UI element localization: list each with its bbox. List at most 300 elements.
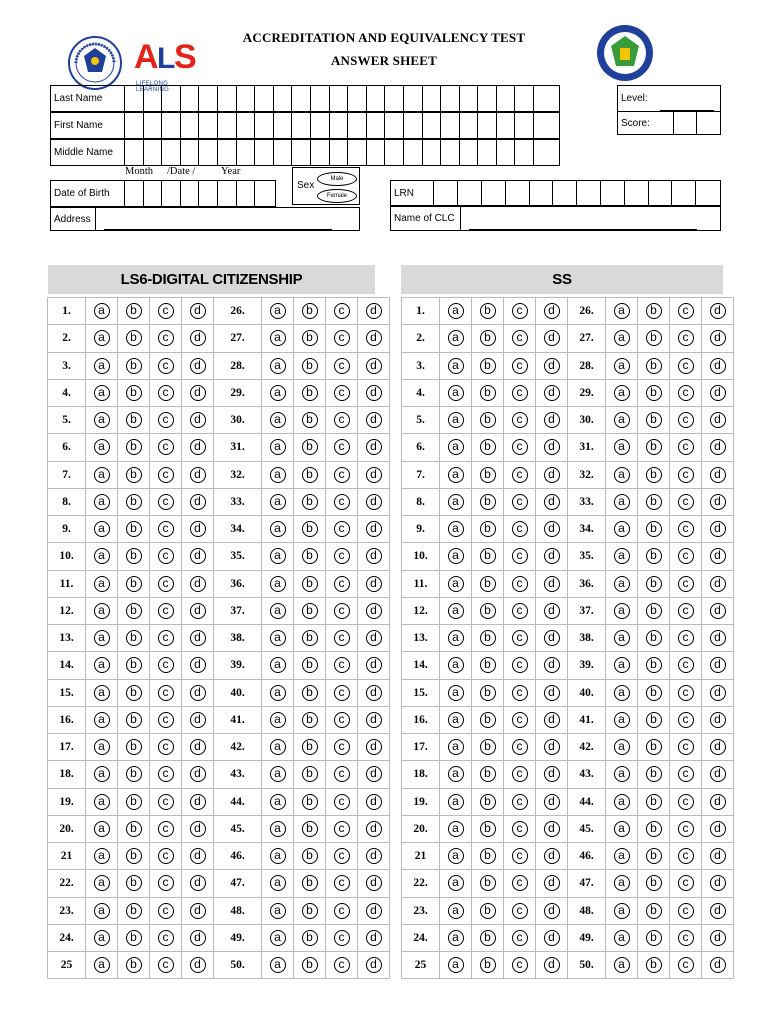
answer-bubble-c[interactable]: c [158,957,174,973]
last-name-field[interactable] [50,85,560,112]
answer-bubble-d[interactable]: d [710,330,726,346]
answer-bubble-a[interactable]: a [94,576,110,592]
char-box[interactable] [181,140,200,165]
answer-bubble-d[interactable]: d [544,794,560,810]
answer-bubble-c[interactable]: c [512,712,528,728]
answer-bubble-c[interactable]: c [334,412,350,428]
char-box[interactable] [255,86,274,111]
char-box[interactable] [330,140,349,165]
answer-bubble-a[interactable]: a [448,848,464,864]
answer-bubble-b[interactable]: b [126,794,142,810]
answer-bubble-b[interactable]: b [302,766,318,782]
answer-bubble-a[interactable]: a [270,685,286,701]
answer-bubble-a[interactable]: a [94,439,110,455]
date-of-birth-boxes[interactable] [125,181,274,206]
answer-bubble-b[interactable]: b [480,657,496,673]
answer-bubble-b[interactable]: b [126,412,142,428]
answer-bubble-a[interactable]: a [270,630,286,646]
answer-bubble-d[interactable]: d [190,303,206,319]
char-box[interactable] [330,86,349,111]
char-box[interactable] [434,181,458,205]
answer-bubble-c[interactable]: c [334,712,350,728]
answer-bubble-d[interactable]: d [366,712,382,728]
answer-bubble-c[interactable]: c [334,439,350,455]
answer-bubble-b[interactable]: b [646,657,662,673]
answer-bubble-a[interactable]: a [270,794,286,810]
answer-bubble-d[interactable]: d [366,766,382,782]
answer-bubble-c[interactable]: c [678,957,694,973]
lrn-boxes[interactable] [434,181,720,205]
answer-bubble-b[interactable]: b [302,385,318,401]
lrn-field[interactable] [390,180,721,206]
char-box[interactable] [625,181,649,205]
answer-bubble-b[interactable]: b [302,548,318,564]
answer-bubble-d[interactable]: d [710,739,726,755]
answer-bubble-c[interactable]: c [158,494,174,510]
answer-bubble-d[interactable]: d [710,521,726,537]
char-box[interactable] [274,86,293,111]
char-box[interactable] [530,181,554,205]
answer-bubble-d[interactable]: d [190,630,206,646]
answer-bubble-a[interactable]: a [270,739,286,755]
answer-bubble-d[interactable]: d [544,685,560,701]
answer-bubble-c[interactable]: c [158,875,174,891]
answer-bubble-b[interactable]: b [126,657,142,673]
answer-bubble-c[interactable]: c [512,766,528,782]
answer-bubble-a[interactable]: a [448,930,464,946]
answer-bubble-b[interactable]: b [302,712,318,728]
answer-bubble-a[interactable]: a [94,303,110,319]
answer-bubble-d[interactable]: d [710,903,726,919]
answer-bubble-d[interactable]: d [366,439,382,455]
answer-bubble-a[interactable]: a [614,712,630,728]
answer-bubble-c[interactable]: c [512,467,528,483]
answer-bubble-d[interactable]: d [710,358,726,374]
answer-bubble-b[interactable]: b [302,603,318,619]
answer-bubble-d[interactable]: d [190,412,206,428]
answer-bubble-a[interactable]: a [270,521,286,537]
answer-bubble-b[interactable]: b [302,439,318,455]
answer-bubble-b[interactable]: b [126,358,142,374]
answer-bubble-a[interactable]: a [270,957,286,973]
answer-bubble-b[interactable]: b [480,794,496,810]
answer-bubble-b[interactable]: b [126,821,142,837]
answer-bubble-c[interactable]: c [512,903,528,919]
answer-bubble-b[interactable]: b [480,412,496,428]
answer-bubble-d[interactable]: d [544,521,560,537]
answer-bubble-b[interactable]: b [646,739,662,755]
char-box[interactable] [460,140,479,165]
char-box[interactable] [218,113,237,138]
answer-bubble-a[interactable]: a [448,521,464,537]
answer-bubble-c[interactable]: c [158,385,174,401]
char-box[interactable] [404,113,423,138]
last-name-boxes[interactable] [125,86,553,111]
answer-bubble-b[interactable]: b [126,494,142,510]
answer-bubble-a[interactable]: a [448,412,464,428]
answer-bubble-b[interactable]: b [480,957,496,973]
answer-bubble-d[interactable]: d [544,330,560,346]
answer-bubble-a[interactable]: a [94,712,110,728]
answer-bubble-a[interactable]: a [448,603,464,619]
answer-bubble-a[interactable]: a [94,385,110,401]
answer-bubble-b[interactable]: b [480,385,496,401]
answer-bubble-b[interactable]: b [646,358,662,374]
answer-bubble-a[interactable]: a [448,875,464,891]
answer-bubble-c[interactable]: c [678,903,694,919]
answer-bubble-b[interactable]: b [302,875,318,891]
answer-bubble-a[interactable]: a [270,303,286,319]
answer-bubble-a[interactable]: a [94,467,110,483]
char-box[interactable] [144,181,163,206]
answer-bubble-c[interactable]: c [512,794,528,810]
answer-bubble-c[interactable]: c [158,630,174,646]
answer-bubble-d[interactable]: d [366,930,382,946]
answer-bubble-a[interactable]: a [448,439,464,455]
char-box[interactable] [506,181,530,205]
answer-bubble-c[interactable]: c [512,603,528,619]
answer-bubble-d[interactable]: d [710,685,726,701]
answer-bubble-c[interactable]: c [678,794,694,810]
char-box[interactable] [385,86,404,111]
answer-bubble-b[interactable]: b [126,766,142,782]
answer-bubble-d[interactable]: d [544,739,560,755]
answer-bubble-b[interactable]: b [126,957,142,973]
answer-bubble-b[interactable]: b [646,439,662,455]
answer-bubble-c[interactable]: c [678,439,694,455]
answer-bubble-c[interactable]: c [158,821,174,837]
answer-bubble-a[interactable]: a [448,712,464,728]
answer-bubble-c[interactable]: c [158,521,174,537]
char-box[interactable] [237,86,256,111]
answer-bubble-d[interactable]: d [710,875,726,891]
char-box[interactable] [274,113,293,138]
answer-bubble-c[interactable]: c [678,303,694,319]
char-box[interactable] [218,181,237,206]
answer-bubble-c[interactable]: c [678,630,694,646]
answer-bubble-b[interactable]: b [302,930,318,946]
answer-bubble-b[interactable]: b [646,630,662,646]
answer-bubble-a[interactable]: a [448,739,464,755]
char-box[interactable] [348,113,367,138]
answer-bubble-a[interactable]: a [270,930,286,946]
char-box[interactable] [478,113,497,138]
answer-bubble-b[interactable]: b [480,821,496,837]
answer-bubble-c[interactable]: c [512,548,528,564]
answer-bubble-d[interactable]: d [366,875,382,891]
answer-bubble-a[interactable]: a [448,657,464,673]
level-line[interactable] [660,104,714,111]
answer-bubble-c[interactable]: c [334,303,350,319]
answer-bubble-c[interactable]: c [512,439,528,455]
char-box[interactable] [649,181,673,205]
answer-bubble-b[interactable]: b [126,330,142,346]
answer-bubble-c[interactable]: c [678,766,694,782]
answer-bubble-a[interactable]: a [448,467,464,483]
answer-bubble-d[interactable]: d [190,685,206,701]
answer-bubble-d[interactable]: d [366,657,382,673]
answer-bubble-d[interactable]: d [710,494,726,510]
answer-bubble-a[interactable]: a [614,494,630,510]
clc-line[interactable] [469,224,697,230]
male-option[interactable]: Male [317,172,357,186]
answer-bubble-a[interactable]: a [448,358,464,374]
char-box[interactable] [199,140,218,165]
char-box[interactable] [441,86,460,111]
answer-bubble-d[interactable]: d [190,712,206,728]
char-box[interactable] [292,86,311,111]
answer-bubble-b[interactable]: b [302,848,318,864]
answer-bubble-d[interactable]: d [366,548,382,564]
char-box[interactable] [515,113,534,138]
char-box[interactable] [181,113,200,138]
answer-bubble-b[interactable]: b [126,712,142,728]
answer-bubble-c[interactable]: c [334,657,350,673]
answer-bubble-a[interactable]: a [448,794,464,810]
answer-bubble-d[interactable]: d [544,494,560,510]
answer-bubble-a[interactable]: a [448,766,464,782]
score-boxes[interactable] [674,112,720,134]
answer-bubble-c[interactable]: c [678,412,694,428]
answer-bubble-d[interactable]: d [366,494,382,510]
answer-bubble-d[interactable]: d [544,957,560,973]
answer-bubble-b[interactable]: b [302,330,318,346]
char-box[interactable] [460,113,479,138]
middle-name-boxes[interactable] [125,140,553,165]
char-box[interactable] [458,181,482,205]
answer-bubble-d[interactable]: d [190,821,206,837]
char-box[interactable] [515,86,534,111]
answer-bubble-a[interactable]: a [270,439,286,455]
char-box[interactable] [534,140,553,165]
char-box[interactable] [125,140,144,165]
answer-bubble-b[interactable]: b [480,603,496,619]
answer-bubble-c[interactable]: c [334,494,350,510]
answer-bubble-a[interactable]: a [448,385,464,401]
answer-bubble-b[interactable]: b [126,385,142,401]
char-box[interactable] [125,86,144,111]
answer-bubble-d[interactable]: d [710,603,726,619]
answer-bubble-d[interactable]: d [710,957,726,973]
answer-bubble-a[interactable]: a [94,494,110,510]
char-box[interactable] [367,140,386,165]
answer-bubble-d[interactable]: d [544,385,560,401]
char-box[interactable] [162,140,181,165]
answer-bubble-c[interactable]: c [158,439,174,455]
char-box[interactable] [515,140,534,165]
answer-bubble-a[interactable]: a [270,467,286,483]
char-box[interactable] [441,113,460,138]
answer-bubble-d[interactable]: d [544,903,560,919]
answer-bubble-c[interactable]: c [334,358,350,374]
answer-bubble-c[interactable]: c [158,712,174,728]
char-box[interactable] [311,86,330,111]
answer-bubble-b[interactable]: b [646,494,662,510]
answer-bubble-a[interactable]: a [448,957,464,973]
answer-bubble-b[interactable]: b [646,303,662,319]
answer-bubble-b[interactable]: b [480,739,496,755]
answer-bubble-b[interactable]: b [126,848,142,864]
answer-bubble-a[interactable]: a [614,439,630,455]
answer-bubble-c[interactable]: c [334,957,350,973]
answer-bubble-c[interactable]: c [678,848,694,864]
answer-bubble-c[interactable]: c [512,821,528,837]
answer-bubble-d[interactable]: d [544,603,560,619]
answer-bubble-d[interactable]: d [710,794,726,810]
answer-bubble-d[interactable]: d [366,521,382,537]
answer-bubble-c[interactable]: c [512,494,528,510]
female-option[interactable]: Female [317,189,357,203]
char-box[interactable] [274,140,293,165]
answer-bubble-a[interactable]: a [448,548,464,564]
answer-bubble-b[interactable]: b [480,712,496,728]
answer-bubble-c[interactable]: c [678,875,694,891]
answer-bubble-c[interactable]: c [512,576,528,592]
answer-bubble-d[interactable]: d [190,603,206,619]
answer-bubble-b[interactable]: b [126,303,142,319]
answer-bubble-b[interactable]: b [480,848,496,864]
answer-bubble-c[interactable]: c [512,657,528,673]
answer-bubble-a[interactable]: a [94,657,110,673]
answer-bubble-d[interactable]: d [710,712,726,728]
answer-bubble-d[interactable]: d [366,385,382,401]
answer-bubble-c[interactable]: c [158,358,174,374]
char-box[interactable] [292,113,311,138]
answer-bubble-a[interactable]: a [614,930,630,946]
answer-bubble-d[interactable]: d [710,848,726,864]
answer-bubble-a[interactable]: a [270,657,286,673]
answer-bubble-c[interactable]: c [512,739,528,755]
answer-bubble-a[interactable]: a [94,875,110,891]
answer-bubble-a[interactable]: a [448,576,464,592]
char-box[interactable] [367,113,386,138]
answer-bubble-d[interactable]: d [366,821,382,837]
answer-bubble-d[interactable]: d [544,576,560,592]
answer-bubble-d[interactable]: d [190,548,206,564]
answer-bubble-a[interactable]: a [270,821,286,837]
answer-bubble-c[interactable]: c [678,685,694,701]
answer-bubble-a[interactable]: a [94,521,110,537]
answer-bubble-d[interactable]: d [190,358,206,374]
answer-bubble-d[interactable]: d [190,739,206,755]
answer-bubble-d[interactable]: d [544,930,560,946]
char-box[interactable] [218,140,237,165]
answer-bubble-a[interactable]: a [270,358,286,374]
answer-bubble-b[interactable]: b [646,957,662,973]
answer-bubble-a[interactable]: a [614,685,630,701]
answer-bubble-d[interactable]: d [710,766,726,782]
char-box[interactable] [497,113,516,138]
answer-bubble-c[interactable]: c [334,875,350,891]
answer-bubble-a[interactable]: a [94,630,110,646]
answer-bubble-c[interactable]: c [158,903,174,919]
answer-bubble-d[interactable]: d [544,548,560,564]
char-box[interactable] [577,181,601,205]
answer-bubble-c[interactable]: c [334,603,350,619]
answer-bubble-b[interactable]: b [302,521,318,537]
answer-bubble-b[interactable]: b [646,548,662,564]
answer-bubble-a[interactable]: a [448,903,464,919]
answer-bubble-b[interactable]: b [646,903,662,919]
answer-bubble-c[interactable]: c [334,821,350,837]
answer-bubble-c[interactable]: c [334,685,350,701]
answer-bubble-a[interactable]: a [614,739,630,755]
answer-bubble-a[interactable]: a [614,875,630,891]
answer-bubble-a[interactable]: a [94,412,110,428]
answer-bubble-b[interactable]: b [302,821,318,837]
answer-bubble-d[interactable]: d [710,385,726,401]
answer-bubble-d[interactable]: d [544,848,560,864]
answer-bubble-b[interactable]: b [480,521,496,537]
char-box[interactable] [696,181,720,205]
answer-bubble-c[interactable]: c [512,358,528,374]
answer-bubble-b[interactable]: b [302,657,318,673]
answer-bubble-b[interactable]: b [302,957,318,973]
answer-bubble-d[interactable]: d [190,576,206,592]
answer-bubble-b[interactable]: b [302,303,318,319]
char-box[interactable] [553,181,577,205]
answer-bubble-c[interactable]: c [334,794,350,810]
answer-bubble-b[interactable]: b [302,794,318,810]
answer-bubble-c[interactable]: c [158,657,174,673]
answer-bubble-d[interactable]: d [190,766,206,782]
answer-bubble-b[interactable]: b [646,848,662,864]
answer-bubble-b[interactable]: b [480,685,496,701]
answer-bubble-b[interactable]: b [646,330,662,346]
answer-bubble-a[interactable]: a [270,603,286,619]
answer-bubble-a[interactable]: a [614,821,630,837]
answer-bubble-c[interactable]: c [334,385,350,401]
char-box[interactable] [482,181,506,205]
answer-bubble-c[interactable]: c [158,930,174,946]
answer-bubble-d[interactable]: d [710,630,726,646]
answer-bubble-a[interactable]: a [94,603,110,619]
char-box[interactable] [534,86,553,111]
answer-bubble-a[interactable]: a [270,766,286,782]
answer-bubble-b[interactable]: b [646,385,662,401]
char-box[interactable] [478,86,497,111]
answer-bubble-d[interactable]: d [710,412,726,428]
answer-bubble-d[interactable]: d [544,712,560,728]
char-box[interactable] [311,140,330,165]
answer-bubble-b[interactable]: b [302,685,318,701]
answer-bubble-d[interactable]: d [544,630,560,646]
char-box[interactable] [348,86,367,111]
answer-bubble-b[interactable]: b [126,875,142,891]
answer-bubble-c[interactable]: c [158,739,174,755]
answer-bubble-d[interactable]: d [544,358,560,374]
answer-bubble-b[interactable]: b [126,903,142,919]
char-box[interactable] [404,86,423,111]
answer-bubble-c[interactable]: c [334,630,350,646]
answer-bubble-c[interactable]: c [158,412,174,428]
date-of-birth-field[interactable] [50,180,276,207]
answer-bubble-c[interactable]: c [678,930,694,946]
answer-bubble-c[interactable]: c [334,330,350,346]
char-box[interactable] [162,86,181,111]
answer-bubble-b[interactable]: b [646,521,662,537]
answer-bubble-a[interactable]: a [614,358,630,374]
answer-bubble-d[interactable]: d [366,330,382,346]
answer-bubble-b[interactable]: b [480,930,496,946]
answer-bubble-c[interactable]: c [512,385,528,401]
char-box[interactable] [162,113,181,138]
answer-bubble-d[interactable]: d [366,957,382,973]
char-box[interactable] [292,140,311,165]
address-field[interactable] [50,207,360,231]
answer-bubble-d[interactable]: d [190,848,206,864]
char-box[interactable] [348,140,367,165]
